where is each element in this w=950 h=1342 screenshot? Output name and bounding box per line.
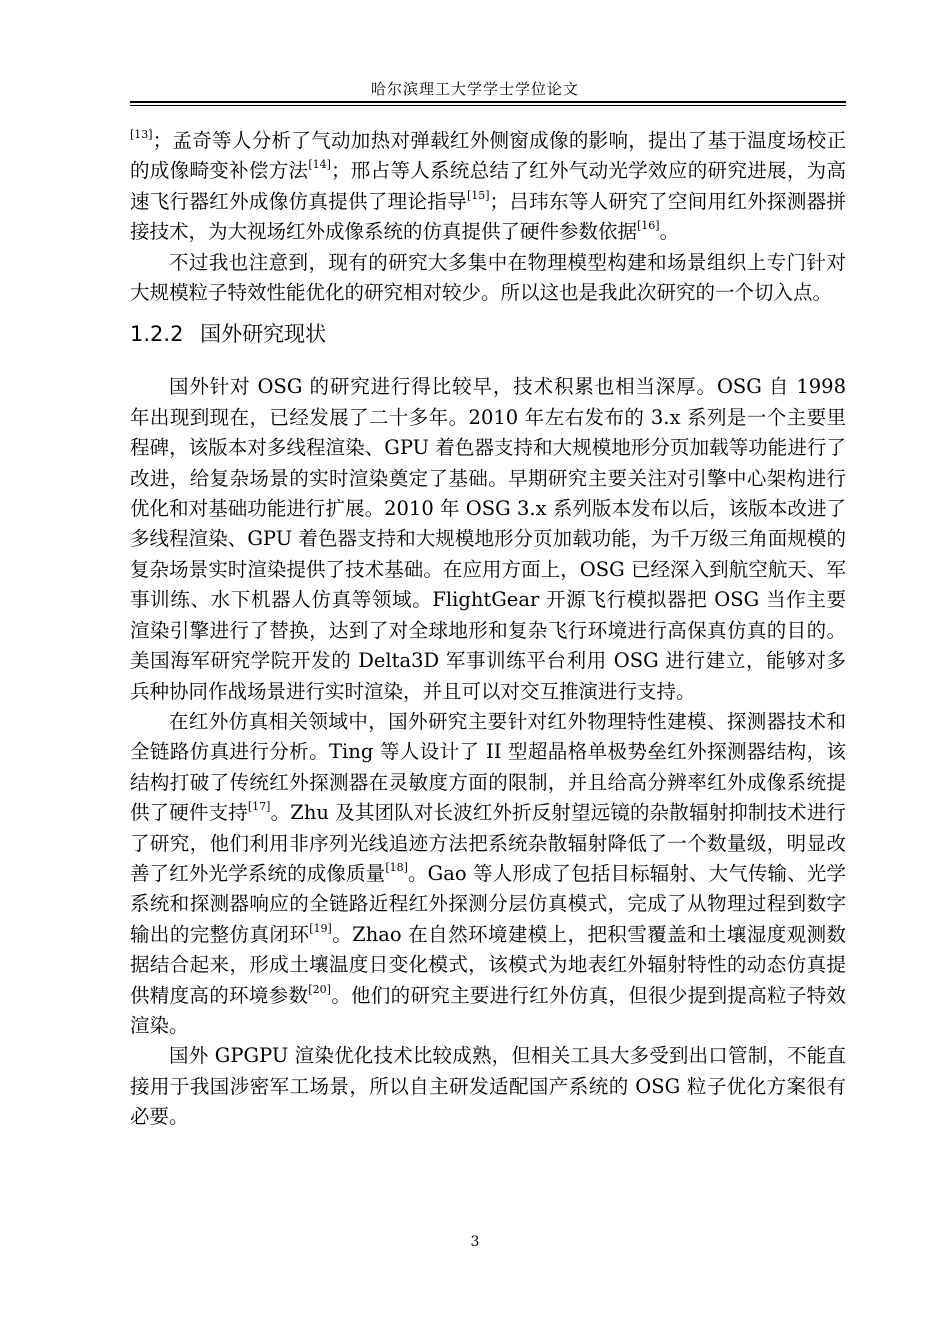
paragraph-text: 。 (659, 220, 680, 244)
paragraph-text: 。Zhu 及其团队对长波红外折反射望远镜的杂散辐射抑制技术进行了研究，他们利用非序列光线追迹方法把系统杂散辐射降低了一个数量级，明显改善了红外光学系统的成像质量 (130, 801, 846, 885)
citation-ref: [16] (637, 219, 660, 233)
citation-ref: [20] (308, 982, 331, 996)
paragraph-research-gap (130, 248, 846, 309)
paragraph-infrared-research (130, 707, 846, 1041)
paragraph-text: 国外 GPGPU 渲染优化技术比较成熟，但相关工具大多受到出口管制，不能直接用于我国涉密军工场景，所以自主研发适配国产系统的 OSG 粒子优化方案很有必要。 (130, 1044, 846, 1129)
running-header-title: 哈尔滨理工大学学士学位论文 (370, 80, 579, 98)
citation-ref: [13] (130, 128, 153, 141)
paragraph-text: 。Zhao 在自然环境建模上，把积雪覆盖和土壤湿度观测数据结合起来，形成土壤温度日变化模式，该模式为地表红外辐射特性的动态仿真提供精度高的环境参数 (130, 922, 846, 1007)
header-divider (130, 101, 846, 106)
paragraph-gpgpu (130, 1041, 846, 1132)
page-number: 3 (470, 1234, 480, 1250)
paragraph-osg-history (130, 372, 846, 706)
paragraph-text: ；吕玮东等人研究了空间用红外探测器拼接技术，为大视场红外成像系统的仿真提供了硬件参数依据 (130, 189, 846, 244)
citation-ref: [18] (385, 860, 408, 874)
citation-ref: [15] (466, 188, 490, 202)
citation-ref: [17] (247, 800, 271, 814)
paragraph-continuation (130, 126, 846, 248)
paragraph-text: 国外针对 OSG 的研究进行得比较早，技术积累也相当深厚。OSG 自 1998 年出现到现在，已经发展了二十多年。2010 年左右发布的 3.x 系列是一个主要里程碑，该版本对多线程渲染、GPU 着色器支持和大规模地形分页加载等功能进行了改进，给复杂场景的实时渲染奠定了基础。早期研究主要关注对引擎中心架构进行优化和对基础功能进行扩展。2010 年 OSG 3.x 系列版本发布以后，该版本改进了多线程渲染、GPU 着色器支持和大规模地形分页加载功能，为千万级三角面规模的复杂场景实时渲染提供了技术基础。在应用方面上，OSG 已经深入到航空航天、军事训练、水下机器人仿真等领域。FlightGear 开源飞行模拟器把 OSG 当作主要渲染引擎进行了替换，达到了对全球地形和复杂飞行环境进行高保真仿真的目的。美国海军研究学院开发的 Delta3D 军事训练平台利用 OSG 进行建立，能够对多兵种协同作战场景进行实时渲染，并且可以对交互推演进行支持。 (130, 375, 846, 703)
paragraph-text: 在红外仿真相关领域中，国外研究主要针对红外物理特性建模、探测器技术和全链路仿真进行分析。Ting 等人设计了 II 型超晶格单极势垒红外探测器结构，该结构打破了传统红外探测器在灵敏度方面的限制，并且给高分辨率红外成像系统提供了硬件支持 (130, 709, 846, 825)
paragraph-text: 不过我也注意到，现有的研究大多集中在物理模型构建和场景组织上专门针对大规模粒子特效性能优化的研究相对较少。所以这也是我此次研究的一个切入点。 (130, 250, 846, 305)
citation-ref: [14] (308, 158, 331, 172)
paragraph-text: 。他们的研究主要进行红外仿真，但很少提到提高粒子特效渲染。 (130, 983, 846, 1037)
paragraph-text: 。Gao 等人形成了包括目标辐射、大气传输、光学系统和探测器响应的全链路近程红外探测分层仿真模式，完成了从物理过程到数字输出的完整仿真闭环 (130, 861, 846, 946)
paragraph-text: ；邢占等人系统总结了红外气动光学效应的研究进展，为高速飞行器红外成像仿真提供了理论指导 (130, 159, 846, 213)
section-number: 1.2.2 (130, 322, 184, 347)
citation-ref: [19] (309, 921, 332, 935)
paragraph-text: ；孟奇等人分析了气动加热对弹载红外侧窗成像的影响，提出了基于温度场校正的成像畸变补偿方法 (130, 129, 846, 183)
document-body (130, 126, 846, 1133)
section-heading (130, 318, 846, 350)
section-title: 国外研究现状 (200, 322, 327, 347)
